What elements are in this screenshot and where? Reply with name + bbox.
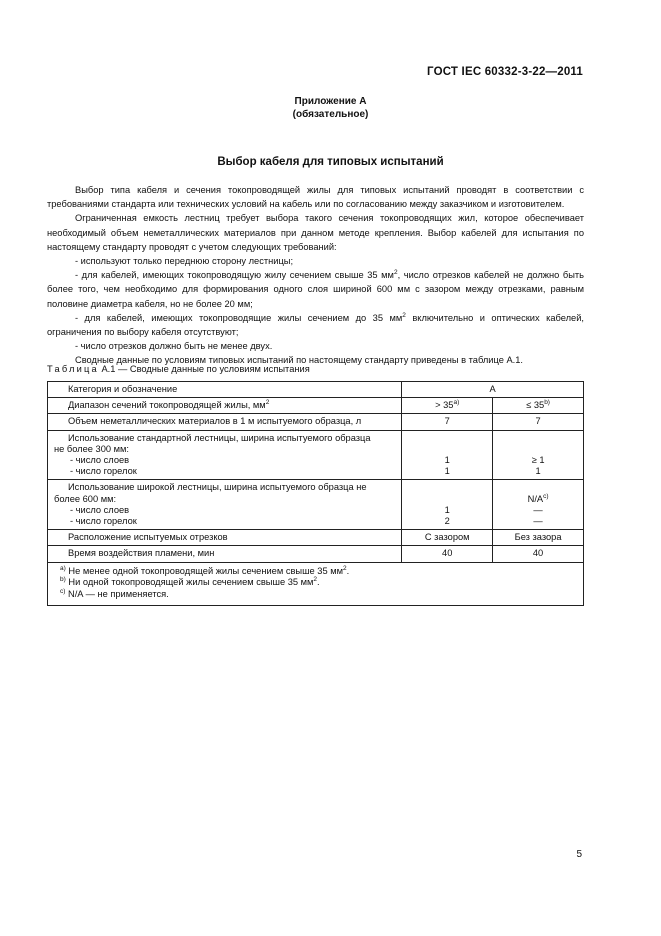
requirement-2: - для кабелей, имеющих токопроводящую жилу сечением свыше 35 $мм^2$, число отрезков кабелей не должно быть более того, чем необходимо для формирования одного слоя шириной 600 мм с зазором между отрезками, равным половине диаметра кабеля, но не более 20 мм; [47, 269, 584, 309]
table-cell: 40 [402, 546, 493, 562]
table-cell: $N/A^{c)}$ — — [493, 480, 584, 530]
requirement-1: - используют только переднюю сторону лестницы; [75, 256, 294, 267]
table-row [48, 382, 584, 398]
table-note: $^{c)}$ N/A — не применяется. [60, 587, 169, 599]
table-cell: А [402, 382, 584, 398]
paragraph-1: Выбор типа кабеля и сечения токопроводящей жилы для типовых испытаний проводят в соответствии с требованиями стандарта или технических условий на кабель или по согласованию между заказчиком и изготовителем. [47, 185, 584, 210]
table-cell: 7 [493, 414, 584, 430]
table-cell: 1 2 [402, 480, 493, 530]
table-cell: ≥ 1 1 [493, 430, 584, 480]
table-row [48, 546, 584, 562]
table-cell: 40 [493, 546, 584, 562]
table-row [48, 530, 584, 546]
table-cell: Категория и обозначение [48, 382, 402, 398]
table-cell: ≤ $35^{b)}$ [493, 398, 584, 414]
paragraph-3: Сводные данные по условиям типовых испытаний по настоящему стандарту приведены в таблице А.1. [75, 355, 524, 366]
table-cell: Расположение испытуемых отрезков [48, 530, 402, 546]
test-conditions-table [47, 381, 584, 606]
table-row [48, 398, 584, 414]
table-cell: Без зазора [493, 530, 584, 546]
appendix-subtitle: (обязательное) [292, 109, 369, 120]
table-cell: 1 1 [402, 430, 493, 480]
table-cell: > $35^{a)}$ [402, 398, 493, 414]
requirement-3: - для кабелей, имеющих токопроводящие жилы сечением до 35 $мм^2$ включительно и оптических кабелей, ограничения по выбору кабеля отсутствуют; [47, 311, 585, 338]
body-text [47, 183, 584, 368]
paragraph-2: Ограниченная емкость лестниц требует выбора такого сечения токопроводящих жил, которое обеспечивает необходимый объем неметаллических материалов при данном методе крепления. Выбор кабелей для испытания по настоящему стандарту проводят с учетом следующих требований: [47, 213, 584, 252]
requirement-4: - число отрезков должно быть не менее двух. [75, 341, 273, 352]
table-cell: Использование стандартной лестницы, ширина испытуемого образца не более 300 мм: - число слоев - число горелок [48, 430, 402, 480]
table-cell: С зазором [402, 530, 493, 546]
table-cell: 7 [402, 414, 493, 430]
table-row [48, 430, 584, 480]
section-title: Выбор кабеля для типовых испытаний [217, 156, 444, 168]
table-note: $^{b)}$ Ни одной токопроводящей жилы сечением свыше 35 $мм^2$. [60, 576, 320, 588]
table-row [48, 414, 584, 430]
table-cell: Время воздействия пламени, мин [48, 546, 402, 562]
table-caption: Таблица А.1 — Сводные данные по условиям испытания [47, 364, 310, 374]
appendix-title: Приложение А [294, 96, 367, 107]
table-cell: Объем неметаллических материалов в 1 м испытуемого образца, л [48, 414, 402, 430]
standard-designation: ГОСТ IEC 60332-3-22—2011 [427, 66, 583, 78]
table-note: $^{a)}$ Не менее одной токопроводящей жилы сечением свыше 35 $мм^2$. [60, 564, 350, 576]
table-cell: Использование широкой лестницы, ширина испытуемого образца не более 600 мм: - число слоев - число горелок [48, 480, 402, 530]
table-notes [48, 562, 584, 606]
table-cell: Диапазон сечений токопроводящей жилы, $мм^2$ [48, 398, 402, 414]
table-row [48, 562, 584, 606]
page-number: 5 [576, 849, 582, 860]
table-row [48, 480, 584, 530]
